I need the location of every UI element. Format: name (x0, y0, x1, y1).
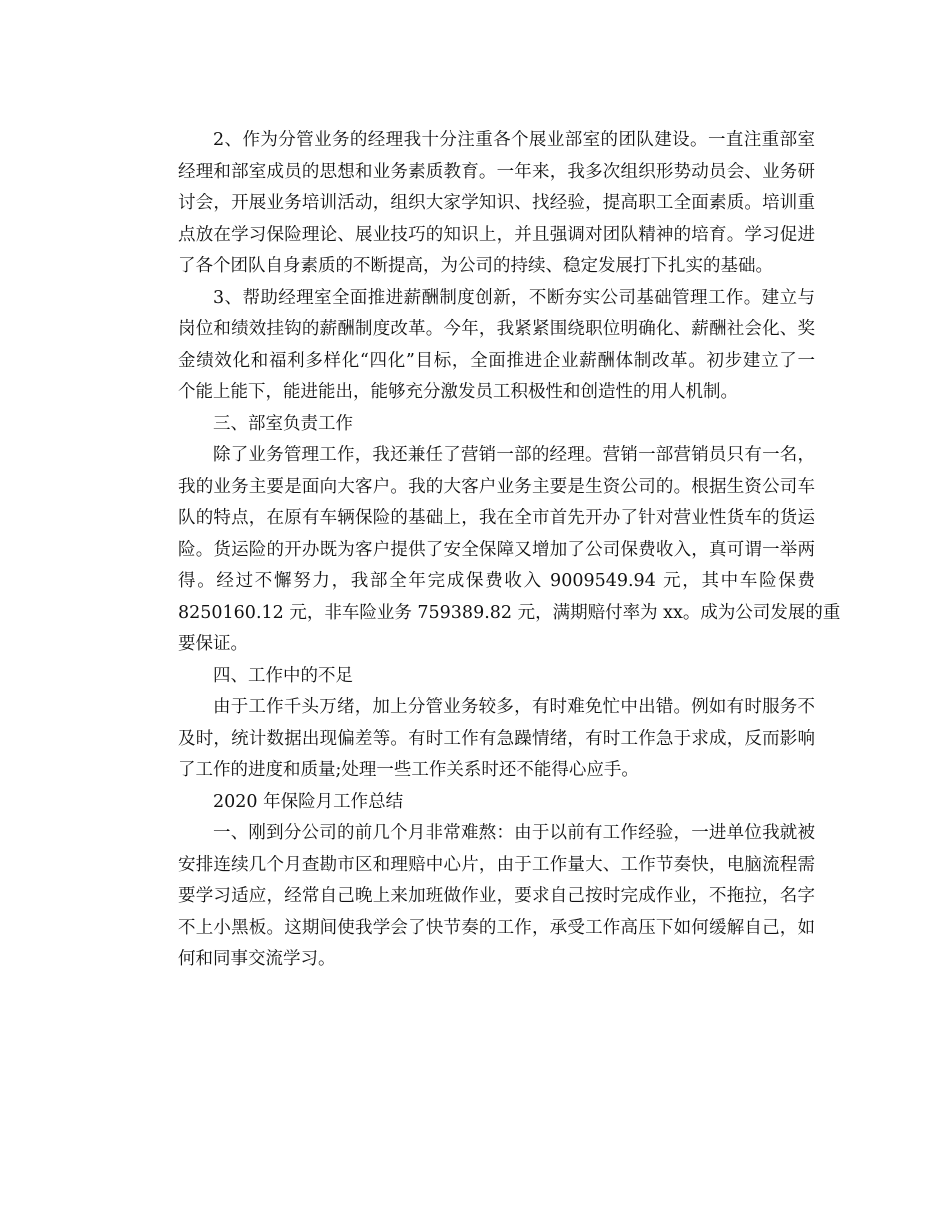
text-line: 经理和部室成员的思想和业务素质教育。一年来，我多次组织形势动员会、业务研 (178, 161, 815, 182)
document-page (143, 125, 841, 976)
text-line: 金绩效化和福利多样化“四化”目标，全面推进企业薪酬体制改革。初步建立了一 (178, 350, 815, 371)
text-line: 岗位和绩效挂钩的薪酬制度改革。今年，我紧紧围绕职位明确化、薪酬社会化、奖 (178, 319, 815, 339)
text-line: 8250160.12 元，非车险业务 759389.82 元，满期赔付率为 xx。成为公司发展的重 (178, 602, 841, 623)
paragraph-shortcomings (143, 692, 815, 787)
text-line: 一、刚到分公司的前几个月非常难熬：由于以前有工作经验，一进单位我就被 (213, 823, 815, 843)
text-line: 要保证。 (178, 634, 248, 654)
text-line: 3、帮助经理室全面推进薪酬制度创新，不断夯实公司基础管理工作。建立与 (213, 287, 815, 308)
text-line: 安排连续几个月查勘市区和理赔中心片，由于工作量大、工作节奏快，电脑流程需 (178, 854, 815, 875)
paragraph-salary-reform (143, 283, 815, 409)
document-title-2020-summary (143, 787, 815, 819)
text-line: 得。经过不懈努力，我部全年完成保费收入 9009549.94 元，其中车险保费 (178, 571, 815, 591)
paragraph-department-work (143, 440, 841, 661)
text-line: 险。货运险的开办既为客户提供了安全保障又增加了公司保费收入，真可谓一举两 (178, 539, 815, 560)
document-title: 2020 年保险月工作总结 (213, 791, 404, 812)
text-line: 要学习适应，经常自己晚上来加班做作业，要求自己按时完成作业，不拖拉，名字 (178, 886, 815, 906)
section-heading: 三、部室负责工作 (213, 413, 353, 434)
text-line: 除了业务管理工作，我还兼任了营销一部的经理。营销一部营销员只有一名， (213, 445, 815, 465)
section-heading: 四、工作中的不足 (213, 665, 353, 686)
text-line: 及时，统计数据出现偏差等。有时工作有急躁情绪，有时工作急于求成，反而影响 (178, 728, 815, 749)
paragraph-first-months (143, 818, 815, 976)
text-line: 队的特点，在原有车辆保险的基础上，我在全市首先开办了针对营业性货车的货运 (178, 508, 815, 528)
section-heading-shortcomings (143, 661, 815, 693)
text-line: 了工作的进度和质量;处理一些工作关系时还不能得心应手。 (178, 760, 639, 780)
text-line: 了各个团队自身素质的不断提高，为公司的持续、稳定发展打下扎实的基础。 (178, 256, 773, 276)
text-line: 讨会，开展业务培训活动，组织大家学知识、找经验，提高职工全面素质。培训重 (178, 193, 815, 213)
text-line: 点放在学习保险理论、展业技巧的知识上，并且强调对团队精神的培育。学习促进 (178, 224, 815, 245)
paragraph-team-building (143, 125, 815, 283)
text-line: 何和同事交流学习。 (178, 949, 336, 969)
section-heading-department-work (143, 409, 815, 441)
text-line: 我的业务主要是面向大客户。我的大客户业务主要是生资公司的。根据生资公司车 (178, 476, 815, 497)
text-line: 个能上能下，能进能出，能够充分激发员工积极性和创造性的用人机制。 (178, 382, 738, 402)
text-line: 由于工作千头万绪，加上分管业务较多，有时难免忙中出错。例如有时服务不 (213, 697, 815, 717)
text-line: 不上小黑板。这期间使我学会了快节奏的工作，承受工作高压下如何缓解自己，如 (178, 917, 815, 938)
text-line: 2、作为分管业务的经理我十分注重各个展业部室的团队建设。一直注重部室 (213, 130, 815, 150)
